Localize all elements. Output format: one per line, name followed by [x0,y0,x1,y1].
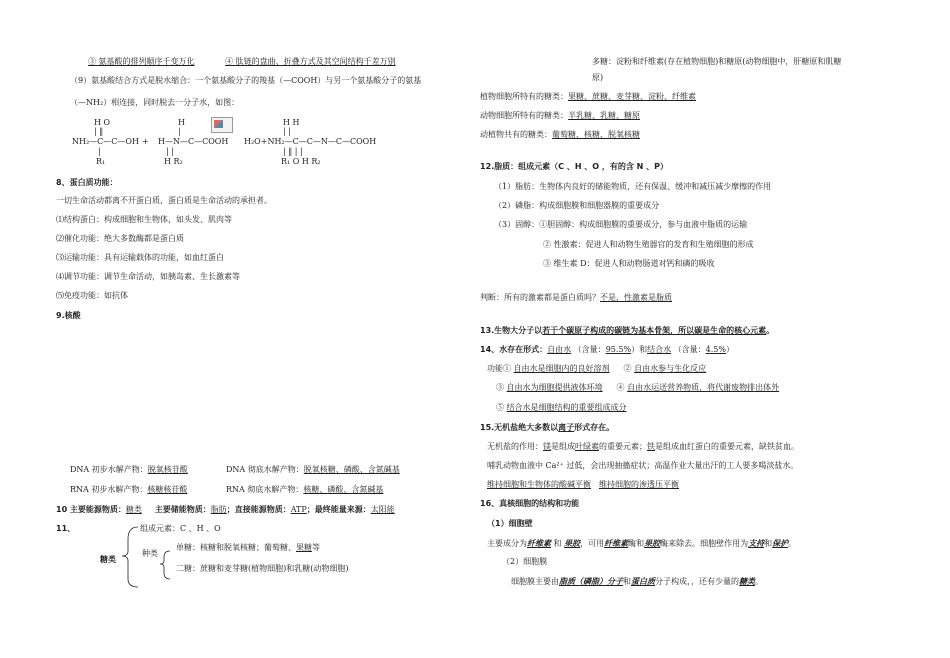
monosaccharide-answer: 果糖 [296,543,312,552]
common-sugars: 动植物共有的糖类：葡萄糖、核糖、脱氧核糖 [480,130,640,139]
formula-m2-bar2: | | [166,147,174,156]
water-function-1-2: 功能① 自由水是细胞内的良好溶剂 ② 自由水参与生化反应 [487,364,707,373]
diversity-item-3: ③ 氨基酸的排列顺序千变万化 [88,57,195,66]
water-function-3: 自由水为细胞提供液体环境 [506,383,603,392]
water-function-5-line: ⑤ 结合水是细胞结构的重要组成成分 [496,403,627,412]
sugar-elements: 组成元素：C 、H 、O [140,524,221,533]
disaccharide-line: 二糖：蔗糖和麦芽糖(植物细胞)和乳糖(动物细胞) [176,564,349,573]
protein-function-item: ⑸免疫功能：如抗体 [56,291,128,300]
protein-function-item: ⑵催化功能：绝大多数酶都是蛋白质 [56,234,184,243]
section-12-title: 12.脂质：组成元素（C 、H 、O ，有的含 N 、P） [480,162,669,171]
magnesium-answer: 镁 [543,442,551,451]
lipid-molecule-answer: 脂质（磷脂）分子 [559,576,623,586]
protein-function-item: ⑶运输功能：具有运输载体的功能，如血红蛋白 [56,253,224,262]
ultimate-energy-answer: 太阳能 [370,505,395,514]
sugar-label: 糖类 [100,555,116,564]
dna-complete-answer: 脱氧核糖、磷酸、含氮碱基 [303,465,400,474]
section-8-title: 8、蛋白质功能： [56,178,118,187]
common-sugars-answer: 葡萄糖、核糖、脱氧核糖 [552,130,640,139]
dna-initial-answer: 脱氧核苷酸 [147,465,188,474]
diversity-item-4: ④ 肽链的盘曲、折叠方式及其空间结构千差万别 [225,57,396,66]
image-placeholder-icon [211,117,233,133]
formula-m1-bar: | ‖ [94,127,104,136]
cell-wall-text: 主要成分为纤维素 和 果胶，可用纤维素酶和果胶酶来除去。细胞壁作用为支持和保护。 [487,538,797,548]
rna-complete-hydrolysis: RNA 彻底水解产物：核糖、磷酸、含氮碱基 [226,485,384,494]
balance-line [487,480,679,490]
dna-complete-hydrolysis: DNA 彻底水解产物：脱氧核糖、磷酸、含氮碱基 [226,465,400,474]
formula-p-bar: | | [283,127,291,136]
animal-sugars-answer: 半乳糖、乳糖、糖原 [568,111,640,120]
free-water-percent: 95.5% [605,345,632,354]
lipid-phospholipid: （2）磷脂：构成细胞膜和细胞器膜的重要成分 [494,201,660,210]
bound-water-answer: 结合水 [647,345,672,354]
formula-p-main: H₂O+NH₂—C—C—N—C—COOH [244,137,377,146]
polysaccharide-line: 多糖：淀粉和纤维素(存在植物细胞)和糖原(动物细胞中，肝糖原和肌糖 [592,57,842,66]
cell-membrane-title: （2）细胞膜 [502,557,548,566]
lipid-sterol: （3）固醇：①胆固醇：构成细胞膜的重要成分，参与血液中脂质的运输 [494,220,748,229]
section-15-salts: 15.无机盐绝大多数以离子形式存在。 [480,423,615,432]
polysaccharide-line-2: 原) [592,73,604,82]
protein-function-item: ⑴结构蛋白：构成细胞和生物体，如头发、肌肉等 [56,215,232,224]
iron-answer: 铁 [647,442,655,451]
judgement-answer: 不是，性激素是脂质 [600,293,672,302]
formula-plus: + [142,137,149,146]
formula-p-r: R₁ O H R₂ [281,157,321,166]
dna-initial-hydrolysis: DNA 初步水解产物：脱氧核苷酸 [70,465,188,474]
animal-sugars: 动物细胞所特有的糖类：半乳糖、乳糖、糖原 [480,111,640,120]
ion-answer: 离子 [558,423,575,432]
condensation-text-2: （—NH₂）相连接，同时脱去一分子水，如图： [70,98,240,107]
pectinase-answer: 果胶 [644,538,661,548]
section-9-title: 9.核酸 [56,311,81,320]
formula-m2-r: H R₂ [164,157,183,166]
acid-base-balance: 维持细胞和生物体的酸碱平衡 [487,480,591,489]
support-answer: 支持 [748,538,765,548]
section-11-title: 11、 [56,524,76,533]
protein-function-item: ⑷调节功能：调节生命活动，如胰岛素、生长激素等 [56,272,240,281]
formula-m2-bar: | [178,127,181,136]
water-function-5: 结合水是细胞结构的重要组成成分 [506,403,627,412]
cellulase-answer: 纤维素 [604,538,629,548]
formula-m2-top: H [178,118,185,127]
water-function-3-4: ③ 自由水为细胞提供液体环境 ④ 自由水运送营养物质，将代谢废物排出体外 [496,383,780,392]
cell-wall-title: （1）细胞壁 [487,519,533,528]
plant-sugars: 植物细胞所特有的糖类：果糖、蔗糖、麦芽糖、淀粉、纤维素 [480,92,696,101]
storage-energy-answer: 脂肪 [210,505,227,514]
formula-m1-main: NH₂—C—C—OH [72,137,139,146]
monosaccharide-line: 单糖：核糖和脱氧核糖；葡萄糖、果糖等 [176,543,320,552]
plant-sugars-answer: 果糖、蔗糖、麦芽糖、淀粉、纤维素 [568,92,696,101]
section-14-water: 14、水存在形式：自由水 （含量：95.5%）和结合水 （含量：4.5%） [480,345,734,354]
protect-answer: 保护 [772,538,789,548]
rna-complete-answer: 核糖、磷酸、含氮碱基 [303,485,384,494]
sugar-answer: 糖类 [739,576,755,586]
pectin-answer: 果胶 [564,538,581,548]
cellulose-answer: 纤维素 [527,538,551,548]
free-water-answer: 自由水 [547,345,572,354]
amino-acid-diversity-line [88,57,396,67]
rna-initial-hydrolysis: RNA 初步水解产物：核糖核苷酸 [70,485,188,494]
formula-p-bar2: | ‖ | | [283,147,303,156]
calcium-note: 哺乳动物血液中 Ca²⁺ 过低，会出现抽搐症状；高温作业大量出汗的工人要多喝淡盐水。 [487,461,799,470]
protein-answer: 蛋白质 [631,576,655,586]
section-8-intro: 一切生命活动都离不开蛋白质，蛋白质是生命活动的承担者。 [56,196,272,205]
formula-m1-bar2: | [98,147,101,156]
lipid-vitamin-d: ③ 维生素 D：促进人和动物肠道对钙和磷的吸收 [543,259,715,268]
water-function-4: 自由水运送营养物质，将代谢废物排出体外 [627,383,780,392]
water-function-1: 自由水是细胞内的良好溶剂 [513,364,610,373]
carbon-skeleton-answer: 若干个碳原子构成的碳链为基本骨架，所以碳是生命的 [542,326,735,335]
rna-initial-answer: 核糖核苷酸 [147,485,188,494]
direct-energy-answer: ATP [290,505,307,514]
section-10-energy: 10 主要能源物质：糖类 主要储能物质：脂肪；直接能源物质：ATP；最终能量来源：太阳能 [56,505,395,514]
chlorophyll-answer: 叶绿素 [575,442,599,451]
sugar-kinds-label: 种类 [142,549,158,558]
formula-m1-top: H O [94,118,111,127]
lipid-sex-hormone: ② 性激素：促进人和动物生殖器官的发育和生殖细胞的形成 [543,240,754,249]
section-16-title: 16、真核细胞的结构和功能 [480,499,580,508]
formula-m2-main: H—N—C—COOH [158,137,229,146]
main-energy-answer: 糖类 [125,505,142,514]
cell-membrane-text: 细胞膜主要由脂质（磷脂）分子和蛋白质分子构成，，还有少量的糖类。 [511,576,763,586]
salt-function: 无机盐的作用：镁是组成叶绿素的重要元素；铁是组成血红蛋白的重要元素，缺铁贫血。 [487,442,799,451]
judgement-question: 判断：所有的激素都是蛋白质吗？不是，性激素是脂质 [480,293,672,302]
lipid-fat: （1）脂肪：生物体内良好的储能物质，还有保温、缓冲和减压减少摩擦的作用 [494,182,772,191]
section-13: 13.生物大分子以若干个碳原子构成的碳链为基本骨架，所以碳是生命的核心元素。 [480,326,775,335]
condensation-text: （9）氨基酸结合方式是脱水缩合：一个氨基酸分子的羧基（—COOH）与另一个氨基酸分子的氨基 [70,76,422,85]
formula-m1-r: R₁ [96,157,106,166]
core-element-answer: 核心元素 [734,326,767,335]
bound-water-percent: 4.5% [705,345,726,354]
formula-p-top: H H [283,118,300,127]
osmotic-balance: 维持细胞的渗透压平衡 [599,480,679,489]
water-function-2: 自由水参与生化反应 [634,364,707,373]
